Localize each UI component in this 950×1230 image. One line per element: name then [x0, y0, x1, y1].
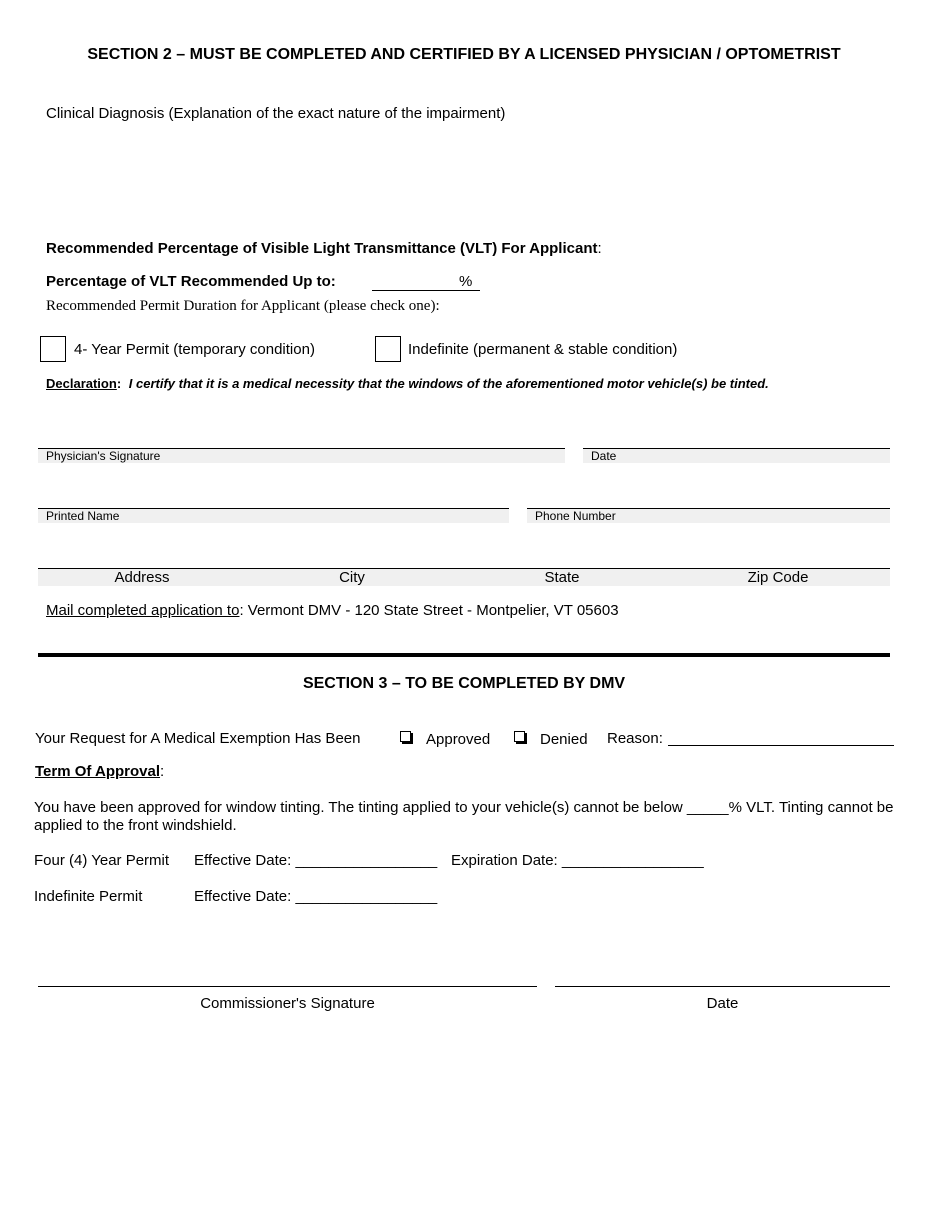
approved-checkbox[interactable]: [400, 731, 411, 742]
term-of-approval-label: Term Of Approval: [35, 763, 161, 780]
request-label: Your Request for A Medical Exemption Has Been: [35, 730, 361, 747]
term-of-approval-colon: :: [160, 763, 165, 780]
four-year-expiration-date[interactable]: Expiration Date: _________________: [451, 852, 704, 869]
mail-address: : Vermont DMV - 120 State Street - Montpelier, VT 05603: [239, 602, 619, 619]
percent-sign: %: [459, 273, 473, 290]
four-year-permit-label: 4- Year Permit (temporary condition): [74, 341, 315, 358]
four-year-permit-row-label: Four (4) Year Permit: [34, 852, 170, 869]
declaration-text: I certify that it is a medical necessity that the windows of the aforementioned motor vehicle(s) be tinted.: [128, 376, 769, 391]
signature-date-label: Date: [591, 449, 617, 463]
approved-label: Approved: [426, 731, 491, 748]
zip-code-label: Zip Code: [747, 569, 809, 586]
address-label: Address: [114, 569, 170, 586]
city-label: City: [339, 569, 365, 586]
four-year-permit-checkbox[interactable]: [40, 336, 66, 362]
printed-name-label: Printed Name: [46, 509, 120, 523]
state-label: State: [544, 569, 580, 586]
mail-instructions: [46, 602, 619, 619]
commissioner-signature-label: Commissioner's Signature: [200, 995, 375, 1012]
reason-field[interactable]: [668, 745, 894, 746]
address-field[interactable]: [38, 568, 890, 586]
section-3-heading: SECTION 3 – TO BE COMPLETED BY DMV: [302, 675, 626, 692]
phone-number-label: Phone Number: [535, 509, 616, 523]
printed-name-field[interactable]: [38, 508, 509, 523]
clinical-diagnosis-label: Clinical Diagnosis (Explanation of the exact nature of the impairment): [46, 105, 506, 122]
indefinite-permit-row-label: Indefinite Permit: [34, 888, 143, 905]
physician-signature-label: Physician's Signature: [46, 449, 161, 463]
permit-duration-label: Recommended Permit Duration for Applicant (please check one):: [46, 298, 440, 314]
declaration-label: Declaration: [46, 376, 117, 391]
denied-checkbox[interactable]: [514, 731, 525, 742]
vlt-heading-text: Recommended Percentage of Visible Light Transmittance (VLT) For Applicant: [46, 240, 598, 257]
approval-text: You have been approved for window tinting. The tinting applied to your vehicle(s) cannot be below _____% VLT. Tinting cannot be applied to the front windshield.: [34, 799, 894, 834]
phone-number-field[interactable]: [527, 508, 890, 523]
clinical-diagnosis-field[interactable]: [46, 128, 890, 228]
indefinite-effective-date[interactable]: Effective Date: _________________: [194, 888, 438, 905]
indefinite-permit-label: Indefinite (permanent & stable condition): [408, 341, 678, 358]
vlt-heading: [46, 240, 602, 257]
vlt-percentage-field[interactable]: [372, 290, 480, 291]
commissioner-signature-line[interactable]: [38, 986, 537, 987]
term-of-approval: [35, 763, 164, 780]
mail-label: Mail completed application to: [46, 602, 240, 619]
four-year-effective-date[interactable]: Effective Date: _________________: [194, 852, 438, 869]
declaration: [46, 376, 769, 391]
vlt-recommended-label: Percentage of VLT Recommended Up to:: [46, 273, 336, 290]
vlt-heading-colon: :: [597, 240, 602, 257]
section-divider: [38, 653, 890, 657]
signature-date-field[interactable]: [583, 448, 890, 463]
denied-label: Denied: [540, 731, 588, 748]
indefinite-permit-checkbox[interactable]: [375, 336, 401, 362]
reason-label: Reason:: [607, 730, 663, 747]
physician-signature-field[interactable]: [38, 448, 565, 463]
commissioner-date-label: Date: [706, 995, 739, 1012]
commissioner-date-line[interactable]: [555, 986, 890, 987]
declaration-colon: :: [116, 376, 122, 391]
section-2-heading: SECTION 2 – MUST BE COMPLETED AND CERTIFIED BY A LICENSED PHYSICIAN / OPTOMETRIST: [87, 46, 841, 63]
